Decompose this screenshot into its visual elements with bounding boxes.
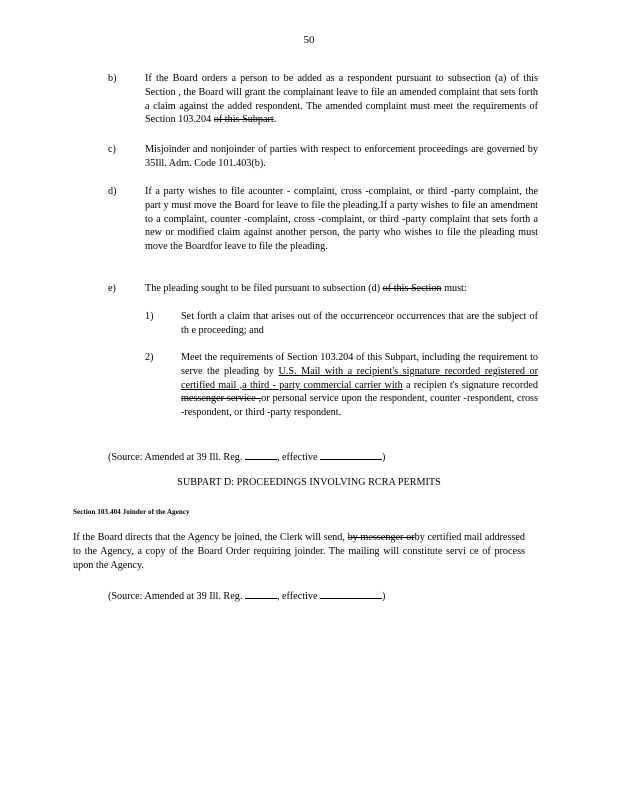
text-run: ): [382, 452, 386, 463]
text-run: or personal service upon the respondent, counter -respondent, cross -respondent, or third -party respondent.: [181, 393, 538, 419]
text-run: If the Board directs that the Agency be joined, the Clerk will send,: [73, 532, 345, 543]
blank-line: [320, 588, 382, 599]
text-run: ): [382, 591, 386, 602]
struck-text: messenger service ,: [181, 393, 262, 405]
subpart-heading: SUBPART D: PROCEEDINGS INVOLVING RCRA PERMITS: [177, 477, 441, 488]
paragraph-text: Misjoinder and nonjoinder of parties with respect to enforcement proceedings are governed by 35Ill. Adm. Code 101.403(b).: [145, 144, 538, 169]
struck-text: of this Section: [382, 283, 442, 294]
blank-line: [245, 449, 277, 460]
blank-line: [320, 449, 382, 460]
paragraph-text: If a party wishes to file acounter - complaint, cross -complaint, or third -party complaint, the part y must move the Board for leave to file the pleading.If a party wishes to file an amendment to a complaint, counter -complaint, cross -complaint, or third -party complaint that sets forth a new or modified claim against another person, the party who wishes to file the pleading must move the Boardfor leave to file the pleading.: [145, 186, 538, 253]
paragraph-b: [108, 72, 538, 127]
paragraph-label: d): [108, 186, 117, 197]
text-run: , effective: [276, 591, 318, 602]
paragraph-label: c): [108, 144, 116, 155]
section-body: [73, 531, 525, 572]
paragraph-d: [108, 185, 538, 254]
subparagraph-text: [181, 351, 538, 420]
text-run: must:: [444, 283, 467, 294]
paragraph-e: [108, 282, 538, 296]
text-run: , effective: [276, 452, 318, 463]
text-run: a recipien t's signature recorded: [405, 379, 538, 391]
paragraph-text: [145, 72, 538, 127]
paragraph-label: b): [108, 73, 117, 84]
struck-text: of this Subpart: [213, 114, 274, 126]
source-note: [108, 588, 538, 604]
text-run: If the Board orders a person to be added as a respondent pursuant to subsection (a) of this Section , the Board will grant the complainant leave to file an amended complaint that sets forth a claim against the added respondent. The amended complaint must meet the requirements of Section 103.204: [145, 73, 538, 126]
subparagraph-1: [145, 310, 538, 338]
text-run: Meet the requirements of Section 103.204 of this Subpart, including the requirement to serve the pleading by: [181, 352, 538, 377]
page-number: 50: [303, 34, 315, 46]
text-run: The pleading sought to be filed pursuant to subsection (d): [145, 283, 381, 294]
struck-text: by messenger or: [347, 532, 415, 543]
text-run: by certified mail addressed to the Agency, a copy of the Board Order requiring joinder. The mailing will constitute servi ce of process upon the Agency.: [73, 532, 525, 571]
text-run: (Source: Amended at 39 Ill. Reg.: [108, 591, 243, 602]
text-run: (Source: Amended at 39 Ill. Reg.: [108, 452, 243, 463]
blank-line: [245, 588, 277, 599]
section-heading: Section 103.404 Joinder of the Agency: [73, 508, 190, 516]
paragraph-text: [145, 282, 538, 296]
subparagraph-2: [145, 351, 538, 420]
paragraph-label: e): [108, 283, 116, 294]
subparagraph-text: Set forth a claim that arises out of the occurrenceor occurrences that are the subject of th e proceeding; and: [181, 311, 538, 336]
paragraph-c: [108, 143, 538, 171]
underlined-text: U.S. Mail with a recipient's signature recorded registered or certified mail ,a third - party commercial carrier with: [181, 365, 538, 391]
subparagraph-label: 2): [145, 352, 154, 363]
source-note: [108, 449, 538, 465]
text-run: .: [273, 114, 277, 126]
subparagraph-label: 1): [145, 311, 154, 322]
